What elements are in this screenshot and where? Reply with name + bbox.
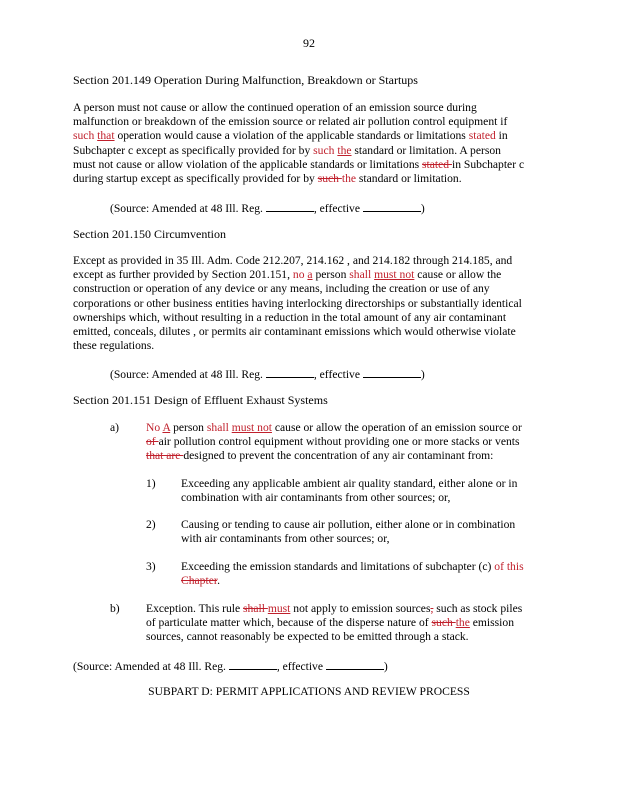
text-run: Subchapter c except as specifically provided for by bbox=[73, 143, 314, 157]
text-line: corporations or other business entities having interlocking directorships or substantially identical bbox=[73, 296, 522, 310]
inserted-text: the bbox=[337, 143, 352, 157]
text-line bbox=[73, 268, 547, 282]
text-line bbox=[181, 560, 551, 574]
source-end: ) bbox=[420, 202, 425, 215]
section-201-149-source-note bbox=[110, 200, 425, 215]
text-line: Except as provided in 35 Ill. Adm. Code 212.207, 214.162 , and 214.182 through 214.185, and bbox=[73, 254, 513, 267]
text-line: Causing or tending to cause air pollution, either alone or in combination bbox=[181, 518, 516, 531]
inserted-text: that bbox=[97, 129, 115, 143]
text-run: person bbox=[312, 268, 350, 282]
deleted-text: such bbox=[317, 172, 342, 186]
text-run: standard or limitation. bbox=[356, 172, 462, 186]
text-run: not apply to emission sources bbox=[290, 602, 431, 615]
text-line bbox=[146, 421, 546, 435]
text-line: construction or operation of any device or any means, including the creation or use of any bbox=[73, 282, 490, 296]
blank-line bbox=[229, 658, 277, 670]
text-run: cause or allow the bbox=[414, 268, 502, 282]
item-3-body bbox=[181, 560, 551, 588]
inserted-text: must bbox=[267, 602, 291, 615]
subsection-b-label: b) bbox=[110, 602, 120, 615]
subsection-a-body bbox=[146, 421, 546, 464]
text-run: . bbox=[217, 574, 220, 588]
text-line: combination with air contaminants from other sources; or, bbox=[181, 491, 451, 505]
inserted-text: no bbox=[292, 268, 308, 282]
text-line bbox=[73, 172, 547, 186]
text-line bbox=[73, 144, 547, 158]
subsection-b-body bbox=[146, 602, 550, 645]
text-line bbox=[181, 574, 551, 588]
section-201-150-source-note bbox=[110, 366, 425, 381]
item-2-label: 2) bbox=[146, 518, 156, 531]
text-run: must not cause or allow violation of the applicable standards or limitations bbox=[73, 157, 423, 171]
blank-line bbox=[326, 658, 384, 670]
deleted-text: that are bbox=[146, 449, 184, 463]
subsection-a-label: a) bbox=[110, 421, 120, 434]
section-201-149-heading: Section 201.149 Operation During Malfunction, Breakdown or Startups bbox=[73, 73, 418, 87]
text-run: Exceeding the emission standards and limitations of subchapter (c) bbox=[181, 560, 495, 573]
text-run: operation would cause a violation of the applicable standards or limitations bbox=[114, 129, 469, 143]
subpart-heading: SUBPART D: PERMIT APPLICATIONS AND REVIEW PROCESS bbox=[148, 685, 470, 698]
blank-line bbox=[363, 200, 421, 212]
text-run: emission bbox=[469, 616, 514, 630]
inserted-text: the bbox=[455, 616, 470, 630]
text-run: standard or limitation. A person bbox=[351, 143, 501, 157]
item-1-body bbox=[181, 477, 551, 505]
deleted-text: of bbox=[146, 435, 159, 449]
text-run: Exception. This rule bbox=[146, 602, 244, 615]
text-line: with air contaminants from other sources; or, bbox=[181, 532, 390, 546]
item-3-label: 3) bbox=[146, 560, 156, 573]
text-line: these regulations. bbox=[73, 339, 155, 353]
text-line bbox=[73, 129, 547, 143]
item-1-label: 1) bbox=[146, 477, 156, 490]
deleted-text: shall bbox=[243, 602, 268, 615]
text-line bbox=[146, 616, 550, 630]
source-prefix: (Source: Amended at 48 Ill. Reg. bbox=[73, 660, 226, 673]
text-line: ownerships which, without resulting in a reduction in the total amount of any air contaminant bbox=[73, 310, 507, 324]
text-run: such as stock piles bbox=[433, 602, 523, 615]
text-line: sources, cannot reasonably be expected to be emitted through a stack. bbox=[146, 630, 469, 644]
inserted-text: must not bbox=[231, 421, 272, 434]
source-end: ) bbox=[383, 660, 388, 673]
source-prefix: (Source: Amended at 48 Ill. Reg. bbox=[110, 368, 263, 381]
text-run: except as further provided by Section 201.151, bbox=[73, 268, 293, 282]
text-run: person bbox=[170, 421, 207, 434]
inserted-text: of this bbox=[494, 560, 524, 573]
source-prefix: (Source: Amended at 48 Ill. Reg. bbox=[110, 202, 263, 215]
section-201-151-heading: Section 201.151 Design of Effluent Exhaust Systems bbox=[73, 393, 328, 407]
page-number: 92 bbox=[303, 36, 315, 50]
inserted-text: the bbox=[341, 172, 357, 186]
deleted-text: , bbox=[430, 602, 434, 615]
inserted-text: such bbox=[73, 129, 98, 143]
text-line bbox=[146, 449, 546, 463]
text-run: cause or allow the operation of an emission source or bbox=[271, 421, 522, 434]
text-run: in bbox=[495, 129, 508, 143]
section-201-150-heading: Section 201.150 Circumvention bbox=[73, 227, 226, 241]
text-line bbox=[146, 435, 546, 449]
text-line: emitted, conceals, dilutes , or permits air contaminant emissions which would otherwise violate bbox=[73, 325, 516, 339]
blank-line bbox=[266, 200, 314, 212]
inserted-text: No bbox=[146, 421, 163, 434]
section-201-150-body bbox=[73, 254, 547, 353]
text-run: air pollution control equipment without providing one or more stacks or vents bbox=[158, 435, 520, 449]
deleted-text: such bbox=[431, 616, 456, 630]
source-mid: , effective bbox=[313, 202, 360, 215]
text-line bbox=[73, 158, 547, 172]
item-2-body bbox=[181, 518, 551, 546]
text-line: A person must not cause or allow the continued operation of an emission source during bbox=[73, 101, 477, 114]
deleted-text: Chapter bbox=[181, 574, 218, 588]
inserted-text: A bbox=[162, 421, 171, 434]
source-mid: , effective bbox=[276, 660, 323, 673]
text-run: during startup except as specifically provided for by bbox=[73, 172, 318, 186]
deleted-text: stated bbox=[422, 157, 452, 171]
source-mid: , effective bbox=[313, 368, 360, 381]
text-line: malfunction or breakdown of the emission source or related air pollution control equipment if bbox=[73, 115, 508, 129]
section-201-151-source-note bbox=[73, 658, 388, 673]
section-201-149-body bbox=[73, 101, 547, 186]
source-end: ) bbox=[420, 368, 425, 381]
inserted-text: stated bbox=[468, 129, 496, 143]
text-line bbox=[146, 602, 550, 616]
inserted-text: shall bbox=[349, 268, 372, 282]
inserted-text: a bbox=[307, 268, 313, 282]
text-run: of particulate matter which, because of the disperse nature of bbox=[146, 616, 432, 630]
blank-line bbox=[266, 366, 314, 378]
blank-line bbox=[363, 366, 421, 378]
inserted-text: must not bbox=[374, 268, 415, 282]
inserted-text: shall bbox=[206, 421, 229, 434]
text-run: in Subchapter c bbox=[451, 157, 525, 171]
text-line: Exceeding any applicable ambient air quality standard, either alone or in bbox=[181, 477, 518, 490]
inserted-text: such bbox=[313, 143, 335, 157]
text-run: designed to prevent the concentration of any air contaminant from: bbox=[183, 449, 494, 463]
